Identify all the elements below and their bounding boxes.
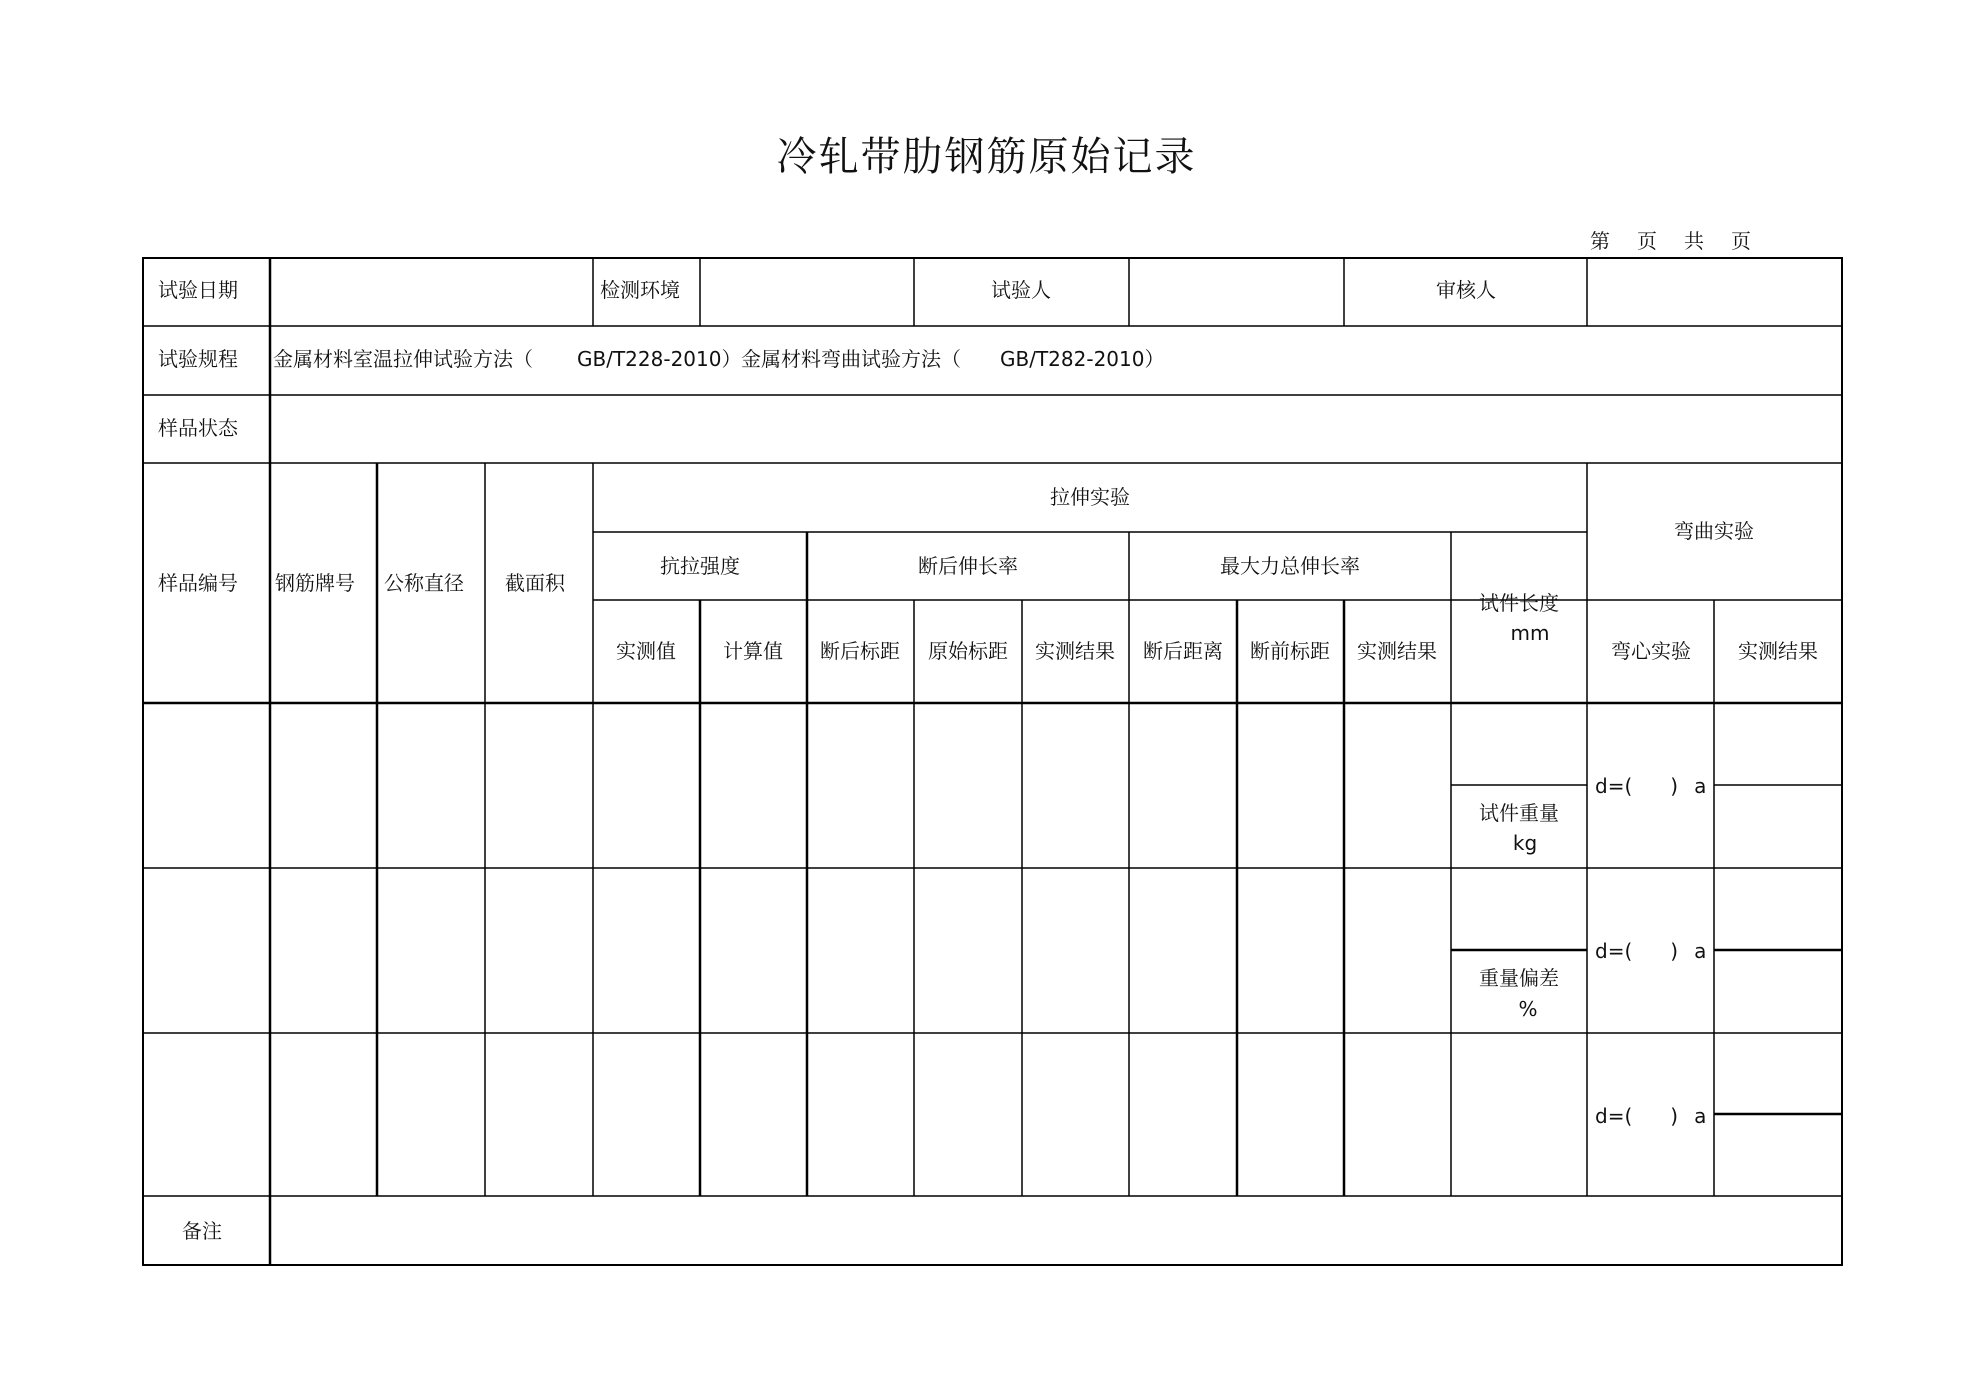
- d-formula-open: d=(: [1595, 939, 1633, 963]
- d-formula-1: [1595, 773, 1706, 799]
- gauge-before-header: 断前标距: [1250, 639, 1330, 663]
- tester-label: 试验人: [991, 278, 1051, 302]
- page-info-ye1: 页: [1637, 229, 1657, 253]
- d-formula-a: a: [1694, 1104, 1707, 1128]
- tensile-strength-header: 抗拉强度: [660, 554, 740, 578]
- specimen-weight-unit: kg: [1512, 831, 1538, 855]
- elongation-after-break-header: 断后伸长率: [918, 554, 1018, 578]
- d-formula-3: [1595, 1103, 1706, 1129]
- weight-deviation-unit: %: [1518, 997, 1538, 1021]
- sample-no-header: 样品编号: [158, 571, 238, 595]
- d-formula-a: a: [1694, 774, 1707, 798]
- measured-result-2-header: 实测结果: [1357, 639, 1437, 663]
- procedure-label: 试验规程: [158, 347, 238, 371]
- d-formula-2: [1595, 938, 1706, 964]
- sample-state-label: 样品状态: [158, 416, 238, 440]
- d-formula-close: ): [1670, 939, 1679, 963]
- d-formula-open: d=(: [1595, 1104, 1633, 1128]
- test-date-label: 试验日期: [158, 278, 238, 302]
- tensile-test-header: 拉伸实验: [1050, 485, 1130, 509]
- page-info-ye2: 页: [1731, 229, 1751, 253]
- max-force-elongation-header: 最大力总伸长率: [1220, 554, 1360, 578]
- gauge-original-header: 原始标距: [928, 639, 1008, 663]
- environment-label: 检测环境: [600, 278, 680, 302]
- weight-deviation-label: 重量偏差: [1479, 966, 1559, 990]
- measured-result-1-header: 实测结果: [1035, 639, 1115, 663]
- grade-header: 钢筋牌号: [275, 571, 355, 595]
- d-formula-open: d=(: [1595, 774, 1633, 798]
- procedure-text-2: 金属材料弯曲试验方法（: [741, 347, 961, 371]
- d-formula-close: ): [1670, 1104, 1679, 1128]
- d-formula-a: a: [1694, 939, 1707, 963]
- calculated-value-header: 计算值: [723, 639, 783, 663]
- gauge-after-header: 断后标距: [820, 639, 900, 663]
- specimen-length-header: 试件长度: [1479, 591, 1559, 615]
- measured-result-3-header: 实测结果: [1738, 639, 1818, 663]
- page-info-di: 第: [1590, 229, 1610, 253]
- reviewer-label: 审核人: [1436, 278, 1496, 302]
- document-title: 冷轧带肋钢筋原始记录: [776, 134, 1197, 180]
- distance-after-header: 断后距离: [1143, 639, 1223, 663]
- specimen-length-unit: mm: [1510, 621, 1550, 645]
- area-header: 截面积: [505, 571, 565, 595]
- remarks-label: 备注: [182, 1219, 222, 1243]
- measured-value-header: 实测值: [616, 639, 676, 663]
- page-info-gong: 共: [1684, 229, 1704, 253]
- mandrel-header: 弯心实验: [1611, 639, 1691, 663]
- procedure-std-1: GB/T228-2010）: [577, 347, 742, 371]
- d-formula-close: ): [1670, 774, 1679, 798]
- specimen-weight-label: 试件重量: [1479, 801, 1559, 825]
- procedure-std-2: GB/T282-2010）: [1000, 347, 1165, 371]
- diameter-header: 公称直径: [384, 571, 464, 595]
- procedure-text-1: 金属材料室温拉伸试验方法（: [273, 347, 533, 371]
- bend-test-header: 弯曲实验: [1674, 519, 1754, 543]
